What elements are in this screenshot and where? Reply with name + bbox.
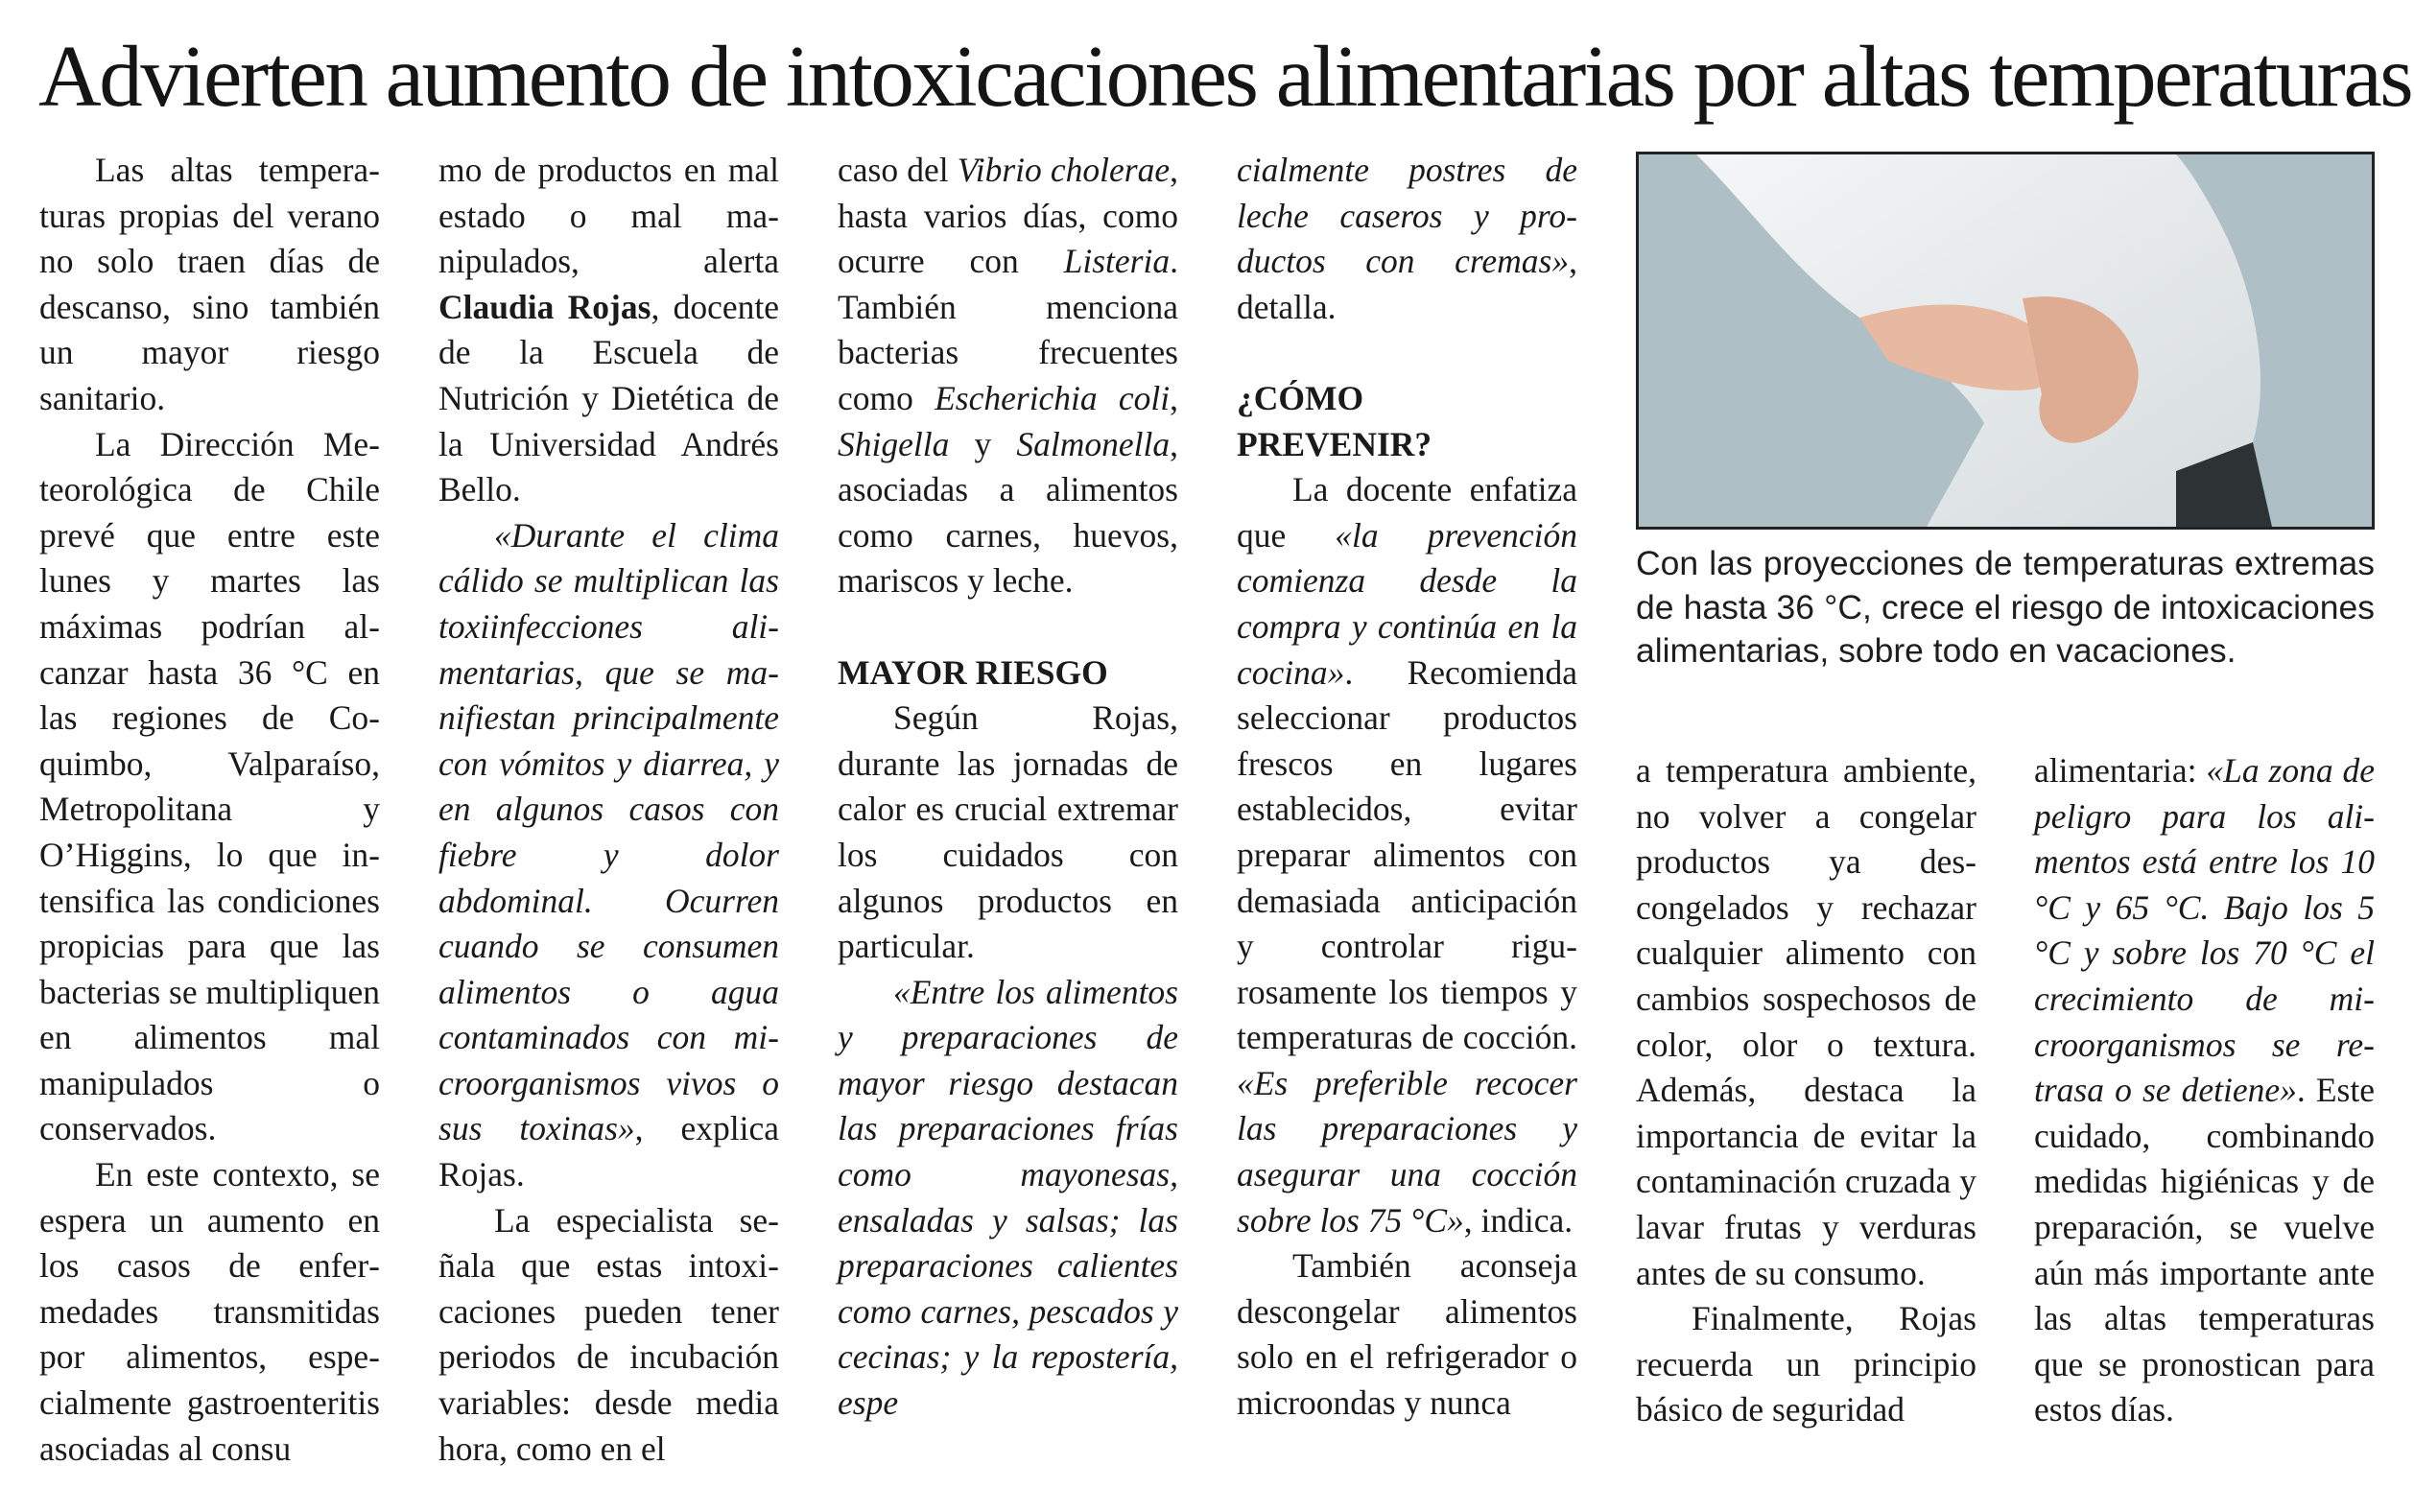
headline: Advierten aumento de intoxicaciones alimentarias por altas temperaturas — [38, 28, 2412, 125]
paragraph-meteorologia: La Dirección Meteorológica de Chile prevé que entre este lunes y martes las máximas podrían alcanzar hasta 36 °C en las regiones de Coquimbo, Valparaíso, Metropolitana y O’Higgins, lo que intensifica las condiciones propicias para que las bacterias se multipliquen en alimentos mal manipulados o conservados. — [39, 424, 380, 1148]
paragraph-prevencion: La docente enfatiza que «la prevención comienza desde la compra y continúa en la cocina». Recomienda seleccionar productos frescos en lugares establecidos, evitar preparar alimentos con demasiada anticipación y controlar rigurosamente los tiempos y temperaturas de cocción. «Es preferible recocer las preparaciones y asegurar una cocción sobre los 75 °C», indica. — [1237, 470, 1577, 1240]
subheading-como-prevenir: ¿CÓMO PREVENIR? — [1237, 378, 1432, 463]
photo-illustration — [1639, 154, 2372, 527]
expert-name: Claudia Rojas — [438, 287, 651, 326]
paragraph-jornadas: Según Rojas, durante las jornadas de calor es crucial extremar los cuidados con algunos productos en particular. — [838, 698, 1178, 966]
column-6 — [2034, 748, 2375, 1433]
subheading-mayor-riesgo: MAYOR RIESGO — [838, 652, 1108, 692]
paragraph-contexto-cont: mo de productos en mal estado o mal manipulados, alerta Claudia Rojas, docente de la Escuela de Nutrición y Dietética de la Universidad Andrés Bello. — [438, 151, 779, 509]
column-3 — [838, 148, 1178, 1427]
paragraph-finalmente-cont: alimentaria: «La zona de peligro para los alimentos está entre los 10 °C y 65 °C. Bajo los 5 °C y sobre los 70 °C el crecimiento de microorganismos se retrasa o se detiene». Este cuidado, combinando medidas higiénicas y de preparación, se vuelve aún más importante ante las altas temperaturas que se pronostican para estos días. — [2034, 751, 2375, 1429]
paragraph-incubacion: La especialista señala que estas intoxicaciones pueden tener periodos de incubación variables: desde media hora, como en el — [438, 1200, 779, 1468]
paragraph-quote-alimentos-cont: cialmente postres de leche caseros y productos con cremas», detalla. — [1237, 151, 1577, 326]
column-5 — [1636, 748, 1976, 1433]
photo-caption: Con las proyecciones de temperaturas extremas de hasta 36 °C, crece el riesgo de intoxicaciones alimentarias, sobre todo en vacaciones. — [1636, 544, 2375, 670]
column-2 — [438, 148, 779, 1472]
column-1 — [39, 148, 380, 1472]
stomach-pain-photo — [1636, 152, 2375, 530]
paragraph-descongelar: También aconseja descongelar alimentos solo en el refrigerador o microondas y nunca — [1237, 1246, 1577, 1423]
paragraph-quote-alimentos: «Entre los alimentos y preparaciones de mayor riesgo destacan las preparaciones frías como mayonesas, ensaladas y salsas; las preparaciones calientes como carnes, pescados y cecinas; y la repostería, espe — [838, 972, 1178, 1423]
paragraph-incubacion-cont: caso del Vibrio cholerae, hasta varios días, como ocurre con Listeria. También menciona bacterias frecuentes como Escherichia coli, Shigella y Salmonella, asociadas a alimentos como carnes, huevos, mariscos y leche. — [838, 151, 1179, 601]
paragraph-finalmente: Finalmente, Rojas recuerda un principio básico de seguridad — [1636, 1299, 1976, 1429]
paragraph-intro: Las altas temperaturas propias del verano no solo traen días de descanso, sino también un mayor riesgo sanitario. — [39, 151, 380, 417]
paragraph-descongelar-cont: a temperatura ambiente, no volver a congelar productos ya descongelados y rechazar cualquier alimento con cambios sospechosos de color, olor o textura. Además, destaca la importancia de evitar la contaminación cruzada y lavar frutas y verduras antes de su consumo. — [1636, 751, 1976, 1292]
column-4 — [1237, 148, 1577, 1427]
paragraph-quote-clima: «Durante el clima cálido se multiplican las toxiinfecciones alimentarias, que se manifiestan principalmente con vómitos y diarrea, y en algunos casos con fiebre y dolor abdominal. Ocurren cuando se consumen alimentos o agua contaminados con microorganismos vivos o sus toxinas», explica Rojas. — [438, 515, 779, 1194]
paragraph-contexto: En este contexto, se espera un aumento en los casos de enfermedades transmitidas por alimentos, especialmente gastroenteritis asociadas al consu — [39, 1155, 380, 1468]
